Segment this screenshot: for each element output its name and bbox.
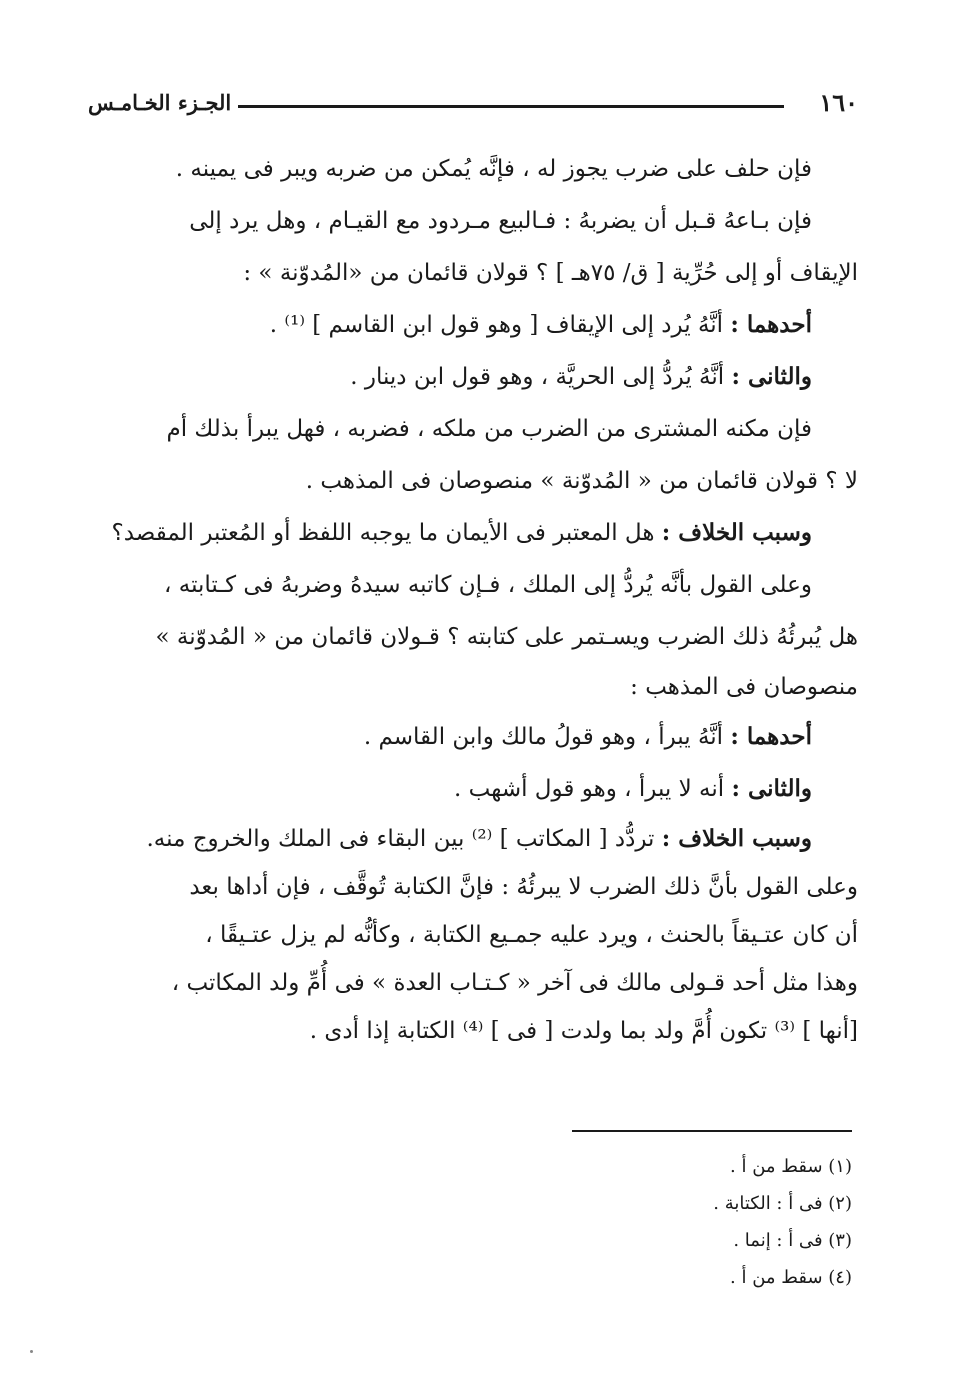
- text-line: وسبب الخلاف : هل المعتبر فى الأيمان ما يوجبه اللفظ أو المُعتبر المقصد؟: [111, 519, 812, 546]
- body-text: [86, 143, 858, 1055]
- scan-speck: [30, 1350, 33, 1353]
- footnote: (١) سقط من أ .: [730, 1156, 852, 1177]
- text-line: أن كان عتـيقاً بالحنث ، ويرد عليه جمـيع الكتابة ، وكأنُّه لم يزل عتـيقًا ،: [205, 922, 858, 948]
- text-line: وهذا مثل أحد قـولى مالك فى آخر « كـتـاب العدة » فى أُمِّ ولد المكاتب ،: [171, 970, 858, 996]
- text-line: فإن بـاعهُ قـبل أن يضربهُ : فـالبيع مـردود مع القيـام ، وهل يرد إلى: [189, 208, 812, 234]
- page-number: ١٦٠: [819, 88, 858, 117]
- text-line: وسبب الخلاف : تردُّد [ المكاتب ] ⁽²⁾ بين البقاء فى الملك والخروج منه.: [146, 825, 812, 852]
- text-line: وعلى القول بأنَّه يُردُّ إلى الملك ، فـإن كاتبه سيدهُ وضربهُ فى كـتابته ،: [164, 572, 812, 598]
- footnote-rule: [572, 1130, 852, 1132]
- text-line: أحدهما : أنَّهُ يبرأ ، وهو قولُ مالك وابن القاسم .: [363, 723, 812, 750]
- header-rule: [238, 105, 784, 108]
- text-line: أحدهما : أنَّهُ يُرد إلى الإيقاف [ وهو قول ابن القاسم ] ⁽¹⁾ .: [269, 311, 812, 338]
- text-line: والثانى : أنَّهُ يُردُّ إلى الحريَّة ، وهو قول ابن دينار .: [350, 363, 812, 390]
- text-line: والثانى : أنه لا يبرأ ، وهو قول أشهب .: [454, 775, 812, 802]
- running-title: الجـزء الخـامـس: [88, 90, 232, 115]
- text-line: الإيقاف أو إلى حُرِّية [ ق/ ٧٥هـ ] ؟ قولان قائمان من «المُدوّنة » :: [243, 260, 858, 286]
- text-line: وعلى القول بأنَّ ذلك الضرب لا يبرئُهُ : فإنَّ الكتابة تُوقَّف ، فإن أداها بعد: [189, 874, 858, 900]
- text-line: هل يُبرئُهُ ذلك الضرب ويسـتمر على كتابته ؟ قـولان قائمان من « المُدوّنة »: [155, 624, 858, 650]
- footnote: (٢) فى أ : الكتابة .: [713, 1193, 852, 1214]
- footnote: (٤) سقط من أ .: [730, 1267, 852, 1288]
- text-line: فإن حلف على ضرب يجوز له ، فإنَّه يُمكن من ضربه ويبر فى يمينه .: [175, 156, 812, 182]
- text-line: منصوصان فى المذهب :: [630, 674, 858, 700]
- text-line: فإن مكنه المشترى من الضرب من ملكه ، فضربه ، فهل يبرأ بذلك أم: [166, 416, 812, 442]
- footnote: (٣) فى أ : إنما .: [733, 1230, 852, 1251]
- text-line: لا ؟ قولان قائمان من « المُدوّنة » منصوصان فى المذهب .: [305, 468, 858, 494]
- footnotes: [452, 1148, 852, 1296]
- text-line: [أنها ] ⁽³⁾ تكون أُمَّ ولد بما ولدت [ فى ] ⁽⁴⁾ الكتابة إذا أدى .: [309, 1018, 858, 1044]
- page-header: [88, 88, 858, 128]
